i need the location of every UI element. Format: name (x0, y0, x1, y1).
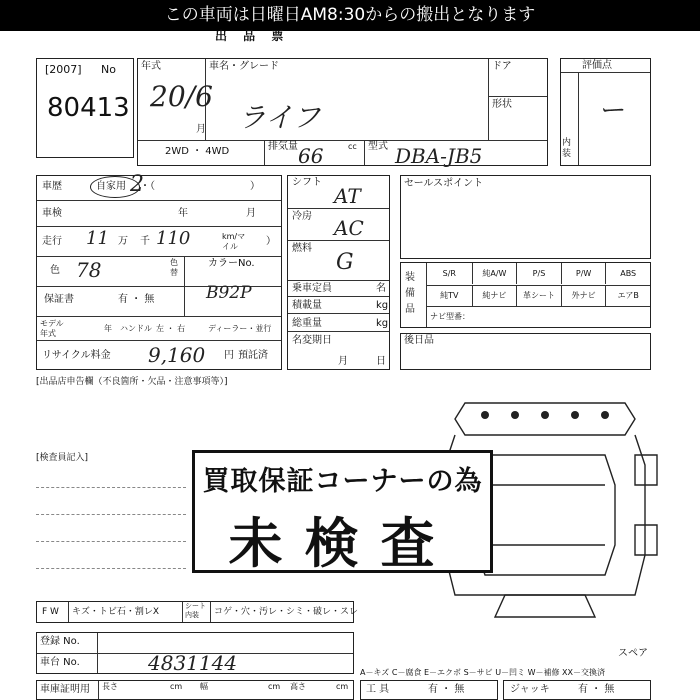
cert-width: 幅 (200, 682, 208, 691)
handle-label: ハンドル (120, 324, 152, 333)
lot-year-tag: [2007] (45, 63, 82, 76)
colorno-value: B92P (206, 283, 252, 303)
drive-label: 2WD ・ 4WD (165, 146, 230, 157)
model-year-label: モデル年式 (40, 319, 64, 338)
history-sep: ・（ (140, 181, 155, 192)
rating-value: ー (598, 96, 625, 126)
chassis-label: 車台 No. (40, 657, 80, 668)
tools-label: 工 具 (366, 684, 390, 695)
aircon-label: 冷房 (292, 211, 312, 222)
capacity-label: 乗車定員 (292, 283, 332, 294)
mileage-unit: km/マイル (222, 232, 246, 251)
fuel-label: 燃料 (292, 243, 312, 254)
history-circled: 2 (130, 172, 144, 197)
equipment-cell: 純ナビ (472, 285, 517, 306)
history-option: 自家用 (96, 181, 126, 192)
not-inspected-stamp (192, 450, 493, 573)
lot-number: 80413 (47, 93, 130, 123)
capacity-unit: 名 (376, 283, 386, 294)
chassis-value: 4831144 (148, 651, 238, 675)
mileage-value-sen: 110 (156, 228, 191, 249)
name-change-label: 名変期日 (292, 335, 332, 346)
equipment-cell: 革シート (516, 285, 561, 306)
lot-no-tag: No (101, 63, 116, 76)
cert-cm2: cm (268, 682, 281, 691)
cert-label: 車庫証明用 (40, 684, 90, 695)
displacement-value: 66 (298, 144, 324, 168)
shaken-month-unit: 月 (246, 208, 256, 219)
fw-label: F W (42, 607, 59, 617)
equipment-cell: エアB (605, 285, 650, 306)
inspector-label: [検査員記入] (36, 453, 89, 463)
spare-label: スペア (618, 648, 648, 659)
fw-items: キズ・トビ石・割レX (72, 607, 159, 617)
displacement-label: 排気量 (268, 141, 298, 152)
equipment-label: 装備品 (405, 272, 415, 315)
history-label: 車歴 (42, 181, 62, 192)
mileage-sen: 千 (140, 236, 150, 247)
shaken-label: 車検 (42, 208, 62, 219)
history-circle-mark (90, 176, 140, 198)
damage-legend: A－キズ C－腐食 E－エクボ S－サビ U－凹ミ W－補修 XX－交換済 (360, 668, 606, 677)
equipment-cell: 外ナビ (561, 285, 606, 306)
aircon-value: AC (334, 216, 364, 240)
nenshiki-label: 年式 (141, 61, 161, 72)
equipment-cell: S/R (442, 269, 456, 278)
shaken-year-unit: 年 (178, 208, 188, 219)
grade-value: ライフ (238, 101, 321, 134)
seat-label: シート内装 (185, 602, 206, 619)
displacement-unit: cc (348, 142, 357, 151)
form-title-strip: 出 品 票 (215, 29, 290, 43)
seller-notes-label: [出品店申告欄（不良箇所・欠品・注意事項等）] (36, 377, 228, 387)
jack-label: ジャッキ (510, 684, 550, 695)
navi-model-label: ナビ型番： (430, 312, 470, 321)
equipment-cell: P/W (561, 263, 606, 284)
nenshiki-value: 20/6 (150, 80, 213, 113)
gross-unit: kg (376, 318, 389, 329)
nenshiki-month-unit: 月 (196, 124, 206, 135)
grade-label: 車名・グレード (209, 61, 279, 72)
equipment-cell: P/S (516, 263, 561, 284)
rating-label: 評価点 (582, 60, 612, 71)
notice-banner: この車両は日曜日AM8:30からの搬出となります (0, 0, 700, 31)
cert-cm1: cm (170, 682, 183, 691)
lot-box (36, 58, 134, 158)
color-change-label: 色替 (170, 258, 178, 277)
stamp-line-1: 買取保証コーナーの為 (202, 466, 483, 497)
after-date-label: 後日品 (404, 335, 434, 346)
sales-point-label: セールスポイント (404, 178, 484, 189)
warranty-label: 保証書 (44, 294, 74, 305)
load-label: 積載量 (292, 300, 322, 311)
model-value: DBA-JB5 (395, 144, 483, 168)
shift-label: シフト (292, 177, 322, 188)
seat-items: コゲ・穴・汚レ・シミ・破レ・スレ (214, 607, 359, 617)
color-label: 色 (50, 265, 60, 276)
gross-label: 総重量 (292, 318, 322, 329)
load-unit: kg (376, 300, 389, 311)
mileage-close: ） (266, 236, 276, 247)
name-change-month: 月 (338, 356, 348, 367)
after-date-box (400, 333, 651, 370)
recycle-label: リサイクル料金 (42, 350, 111, 361)
model-year-year: 年 (104, 324, 112, 333)
history-close: ） (250, 181, 260, 192)
mileage-man: 万 (118, 236, 128, 247)
mileage-value-man: 11 (86, 228, 109, 249)
cert-length: 長さ (102, 682, 118, 691)
dealer-label: ディーラー・並行 (208, 324, 272, 333)
fuel-value: G (336, 250, 354, 275)
cert-height: 高さ (290, 682, 306, 691)
shape-label: 形状 (492, 99, 512, 110)
jack-options: 有 ・ 無 (578, 684, 615, 695)
equipment-cell: ABS (605, 263, 650, 284)
rating-interior-label: 内装 (562, 138, 572, 159)
stamp-line-2: 未検査 (228, 512, 457, 575)
warranty-options: 有 ・ 無 (118, 294, 155, 305)
recycle-status: 預託済 (238, 350, 268, 361)
shift-value: AT (334, 184, 361, 208)
mileage-label: 走行 (42, 236, 62, 247)
cert-cm3: cm (336, 682, 349, 691)
recycle-value: 9,160 (148, 343, 206, 367)
recycle-unit: 円 (224, 350, 234, 361)
equipment-cell: 純TV (440, 291, 459, 300)
colorno-label: カラーNo. (208, 258, 255, 269)
name-change-day: 日 (376, 356, 386, 367)
equipment-cell: 純A/W (472, 263, 517, 284)
door-label: ドア (492, 61, 512, 72)
color-value: 78 (76, 258, 102, 282)
handle-options: 左 ・ 右 (156, 324, 186, 333)
registration-label: 登録 No. (40, 636, 80, 647)
model-label: 型式 (368, 141, 388, 152)
tools-options: 有 ・ 無 (428, 684, 465, 695)
